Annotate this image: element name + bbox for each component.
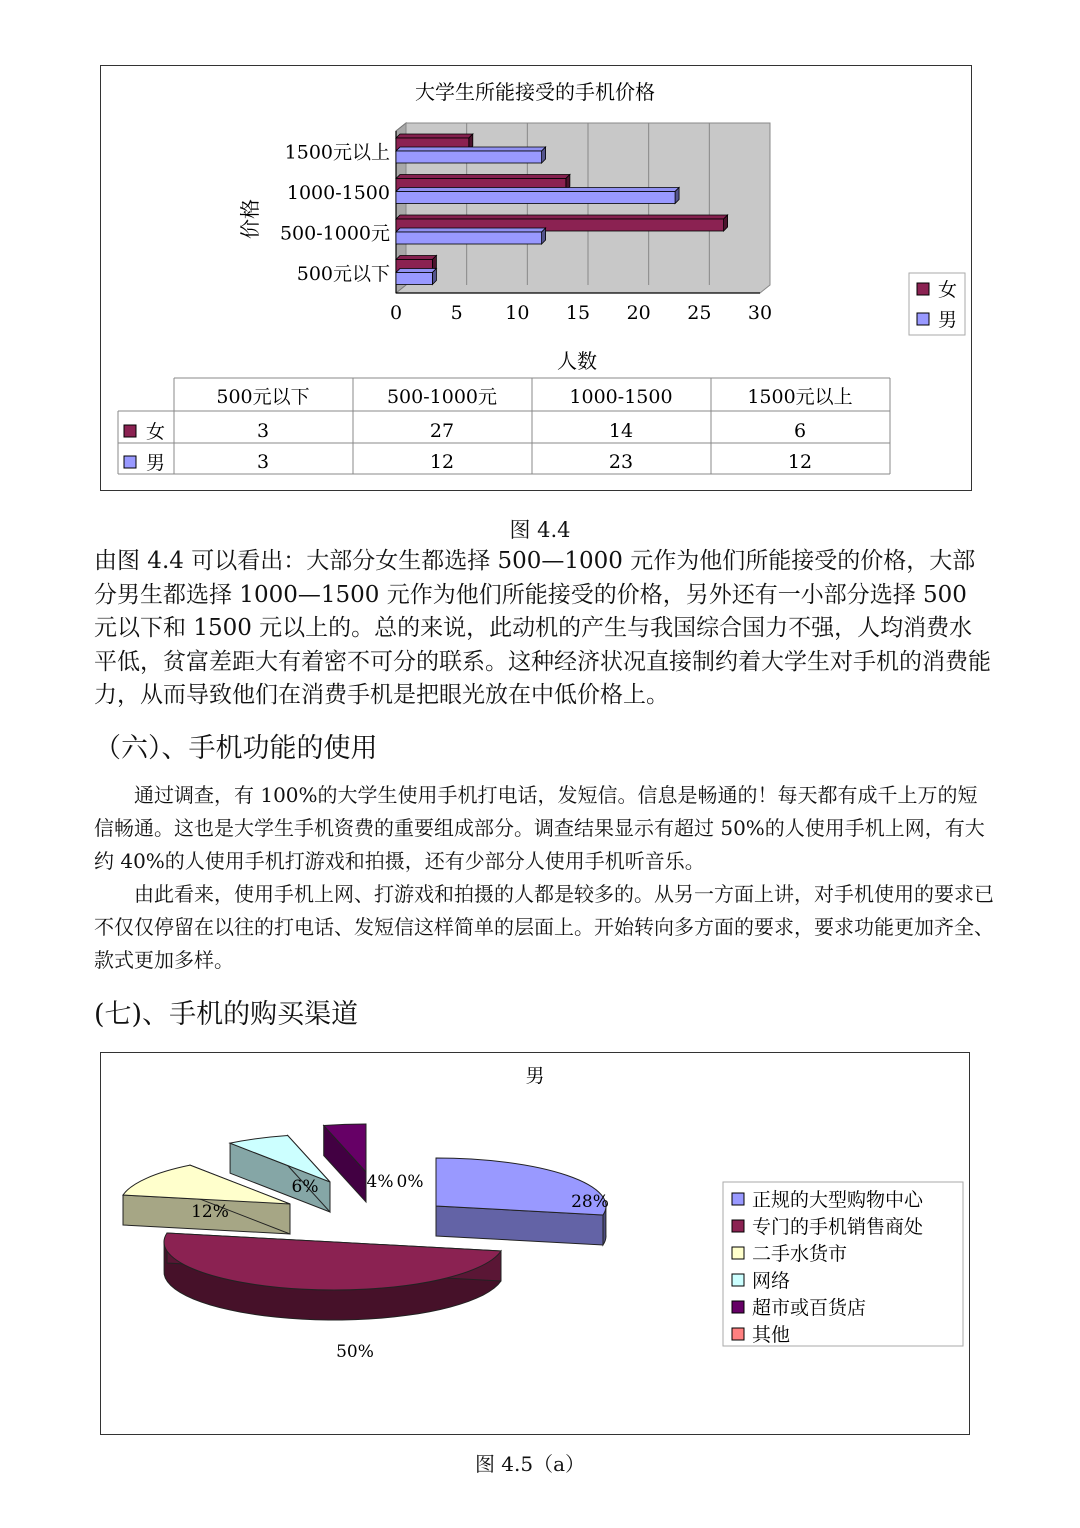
- figure-4-4-caption: 图 4.4: [509, 518, 571, 542]
- x-tick-label: 20: [626, 302, 651, 324]
- pie-value-label: 50%: [336, 1342, 374, 1362]
- pie-legend-label: 专门的手机销售商处: [752, 1216, 924, 1238]
- pie-value-label: 0%: [396, 1172, 424, 1192]
- table-cell: 6: [793, 420, 807, 442]
- table-cell: 14: [608, 420, 634, 442]
- x-tick-label: 30: [747, 302, 773, 324]
- bar-top: [396, 215, 728, 219]
- data-table: [118, 378, 890, 474]
- pie-legend-swatch: [732, 1274, 744, 1286]
- pie-legend-swatch: [732, 1220, 744, 1232]
- table-header: 1000-1500: [569, 386, 673, 408]
- row-swatch-male: [124, 456, 136, 468]
- table-cell: 12: [787, 451, 813, 473]
- x-tick-label: 25: [687, 302, 712, 324]
- table-cell: 23: [608, 451, 634, 473]
- bar-top: [396, 147, 546, 151]
- table-header: 500元以下: [216, 386, 310, 408]
- bar-top: [396, 228, 546, 232]
- paragraph-function-conclusion: 由此看来，使用手机上网、打游戏和拍摄的人都是较多的。从另一方面上讲，对手机使用的要求已不仅仅停留在以往的打电话、发短信这样简单的层面上。开始转向多方面的要求，要求功能更加齐全、款式更加多样。: [94, 882, 994, 972]
- paragraph-function-usage: 通过调查，有 100%的大学生使用手机打电话，发短信。信息是畅通的！每天都有成千上万的短信畅通。这也是大学生手机资费的重要组成部分。调查结果显示有超过 50%的人使用手机上网，有大约 40%的人使用手机打游戏和拍摄，还有少部分人使用手机听音乐。: [94, 783, 985, 873]
- figure-4-5a-caption: 图 4.5（a）: [474, 1452, 586, 1476]
- pie-title: 男: [525, 1065, 545, 1087]
- bar-male: [396, 273, 432, 285]
- pie-value-label: 6%: [291, 1177, 319, 1197]
- pie-legend-swatch: [732, 1247, 744, 1259]
- bar-male: [396, 151, 542, 163]
- legend-swatch-female: [917, 283, 929, 295]
- table-cell: 3: [256, 451, 270, 473]
- pie-legend-label: 正规的大型购物中心: [752, 1189, 924, 1211]
- table-cell: 12: [429, 451, 455, 473]
- paragraph-figure-4-4-analysis: 由图 4.4 可以看出：大部分女生都选择 500—1000 元作为他们所能接受的价格，大部分男生都选择 1000—1500 元作为他们所能接受的价格，另外还有一小部分选择 500 元以下和 1500 元以上的。总的来说，此动机的产生与我国综合国力不强，人均消费水平低，贫富差距大有着密不可分的联系。这种经济状况直接制约着大学生对手机的消费能力，从而导致他们在消费手机是把眼光放在中低价格上。: [94, 548, 991, 708]
- x-tick-label: 15: [565, 302, 591, 324]
- bar-top: [396, 175, 570, 179]
- chart-legend: [909, 273, 965, 335]
- chart-title: 大学生所能接受的手机价格: [415, 80, 655, 104]
- bar-male: [396, 192, 675, 204]
- pie-legend-label: 网络: [752, 1270, 791, 1292]
- figure-4-4-chart: [100, 65, 972, 491]
- figure-4-5a-chart: [100, 1052, 970, 1435]
- pie-legend-swatch: [732, 1301, 744, 1313]
- pie-value-label: 4%: [366, 1172, 394, 1192]
- x-tick-label: 5: [450, 302, 463, 324]
- bar-top: [396, 134, 473, 138]
- pie-legend-label: 其他: [752, 1324, 791, 1346]
- y-tick-label: 1000-1500: [286, 181, 390, 204]
- table-row-label: 男: [146, 452, 166, 474]
- legend-swatch-male: [917, 313, 929, 325]
- bar-male: [396, 232, 542, 244]
- y-tick-label: 500元以下: [296, 262, 390, 285]
- pie-legend-label: 超市或百货店: [752, 1297, 867, 1319]
- table-cell: 3: [256, 420, 270, 442]
- y-tick-label: 1500元以上: [284, 141, 390, 164]
- table-row-label: 女: [146, 421, 166, 443]
- pie-value-label: 28%: [571, 1192, 609, 1212]
- pie-legend-swatch: [732, 1193, 744, 1205]
- row-swatch-female: [124, 425, 136, 437]
- section-heading-6: （六）、手机功能的使用: [94, 733, 378, 764]
- bar-top: [396, 269, 436, 273]
- y-tick-label: 500-1000元: [279, 222, 390, 245]
- x-tick-label: 10: [505, 302, 530, 324]
- pie-value-label: 12%: [191, 1202, 229, 1222]
- table-header: 1500元以上: [747, 386, 853, 408]
- table-header: 500-1000元: [386, 386, 498, 408]
- legend-label-male: 男: [938, 309, 958, 331]
- section-heading-7: (七)、手机的购买渠道: [94, 999, 359, 1030]
- table-cell: 27: [429, 420, 455, 442]
- y-axis-label: 价格: [238, 199, 262, 239]
- x-tick-label: 0: [389, 302, 403, 324]
- legend-label-female: 女: [938, 279, 958, 301]
- pie-legend-swatch: [732, 1328, 744, 1340]
- pie-legend: [723, 1182, 963, 1346]
- bar-top: [396, 256, 436, 260]
- bar-plot-area: [280, 123, 772, 324]
- bar-top: [396, 188, 679, 192]
- x-axis-label: 人数: [557, 349, 597, 373]
- pie-legend-label: 二手水货市: [752, 1243, 848, 1265]
- pie-plot-area: [123, 1124, 609, 1362]
